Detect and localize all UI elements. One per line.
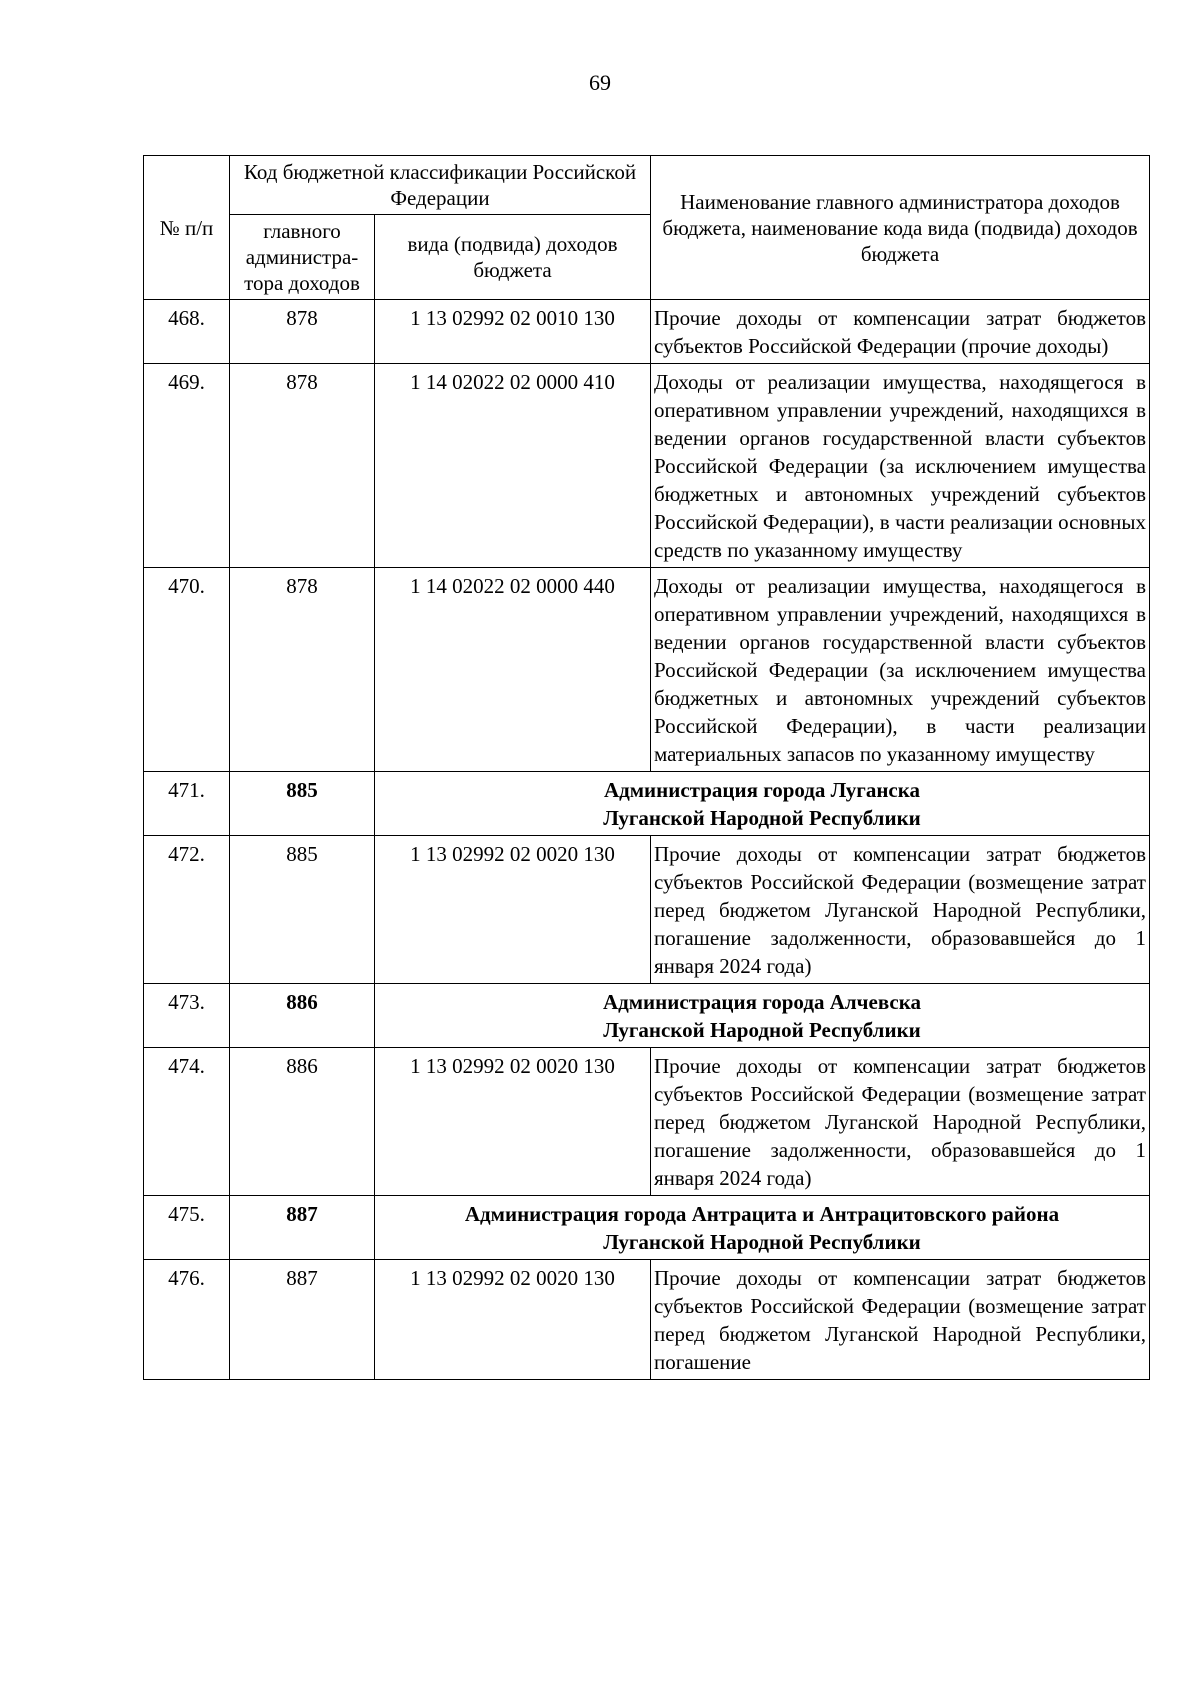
admin-code: 887: [230, 1196, 375, 1260]
row-number: 468.: [144, 300, 230, 364]
administrator-name-line: Администрация города Алчевска: [602, 990, 922, 1014]
income-name: Прочие доходы от компенсации затрат бюджетов субъектов Российской Федерации (прочие доходы): [651, 300, 1150, 364]
income-name: Прочие доходы от компенсации затрат бюджетов субъектов Российской Федерации (возмещение затрат перед бюджетом Луганской Народной Республики, погашение задолженности, образовавшейся до 1 января 2024 года): [651, 836, 1150, 984]
table-row: [144, 568, 1150, 772]
header-number: № п/п: [144, 156, 230, 300]
income-name: Прочие доходы от компенсации затрат бюджетов субъектов Российской Федерации (возмещение затрат перед бюджетом Луганской Народной Республики, погашение: [651, 1260, 1150, 1380]
admin-code: 887: [230, 1260, 375, 1380]
income-code: 1 14 02022 02 0000 410: [375, 364, 651, 568]
row-number: 472.: [144, 836, 230, 984]
administrator-name-line: Луганской Народной Республики: [603, 1018, 921, 1042]
header-income-code: вида (подвида) доходов бюджета: [375, 215, 651, 300]
table-row: [144, 300, 1150, 364]
income-name: Доходы от реализации имущества, находящегося в оперативном управлении учреждений, находящихся в ведении органов государственной власти субъектов Российской Федерации (за исключением имущества бюджетных и автономных учреждений субъектов Российской Федерации), в части реализации основных средств по указанному имуществу: [651, 364, 1150, 568]
administrator-name-line: Администрация города Луганска: [603, 778, 921, 802]
admin-code: 878: [230, 364, 375, 568]
income-code: 1 13 02992 02 0020 130: [375, 1260, 651, 1380]
table-body: [144, 300, 1150, 1380]
admin-code: 886: [230, 984, 375, 1048]
admin-code: 885: [230, 772, 375, 836]
administrator-name: [375, 984, 1150, 1048]
header-admin-code: главного администра-тора доходов: [230, 215, 375, 300]
administrator-row: [144, 772, 1150, 836]
admin-code: 885: [230, 836, 375, 984]
row-number: 476.: [144, 1260, 230, 1380]
income-code: 1 14 02022 02 0000 440: [375, 568, 651, 772]
administrator-name: [375, 1196, 1150, 1260]
income-name: Доходы от реализации имущества, находящегося в оперативном управлении учреждений, находящихся в ведении органов государственной власти субъектов Российской Федерации (за исключением имущества бюджетных и автономных учреждений субъектов Российской Федерации), в части реализации материальных запасов по указанному имуществу: [651, 568, 1150, 772]
admin-code: 878: [230, 568, 375, 772]
income-code: 1 13 02992 02 0020 130: [375, 1048, 651, 1196]
row-number: 469.: [144, 364, 230, 568]
administrator-name-line: Луганской Народной Республики: [603, 1230, 921, 1254]
administrator-row: [144, 1196, 1150, 1260]
administrator-name: [375, 772, 1150, 836]
administrator-name-line: Луганской Народной Республики: [603, 806, 921, 830]
budget-classification-table: [143, 155, 1150, 1380]
header-classification-group: Код бюджетной классификации Российской Федерации: [230, 156, 651, 215]
row-number: 473.: [144, 984, 230, 1048]
income-name: Прочие доходы от компенсации затрат бюджетов субъектов Российской Федерации (возмещение затрат перед бюджетом Луганской Народной Республики, погашение задолженности, образовавшейся до 1 января 2024 года): [651, 1048, 1150, 1196]
administrator-name-line: Администрация города Антрацита и Антрацитовского района: [464, 1202, 1060, 1226]
table-row: [144, 1260, 1150, 1380]
header-name: Наименование главного администратора доходов бюджета, наименование кода вида (подвида) доходов бюджета: [651, 156, 1150, 300]
table-row: [144, 836, 1150, 984]
row-number: 475.: [144, 1196, 230, 1260]
income-code: 1 13 02992 02 0020 130: [375, 836, 651, 984]
table-row: [144, 1048, 1150, 1196]
table-header: [144, 156, 1150, 300]
table-row: [144, 364, 1150, 568]
page-number: 69: [589, 70, 611, 95]
admin-code: 878: [230, 300, 375, 364]
admin-code: 886: [230, 1048, 375, 1196]
row-number: 470.: [144, 568, 230, 772]
income-code: 1 13 02992 02 0010 130: [375, 300, 651, 364]
administrator-row: [144, 984, 1150, 1048]
row-number: 474.: [144, 1048, 230, 1196]
row-number: 471.: [144, 772, 230, 836]
